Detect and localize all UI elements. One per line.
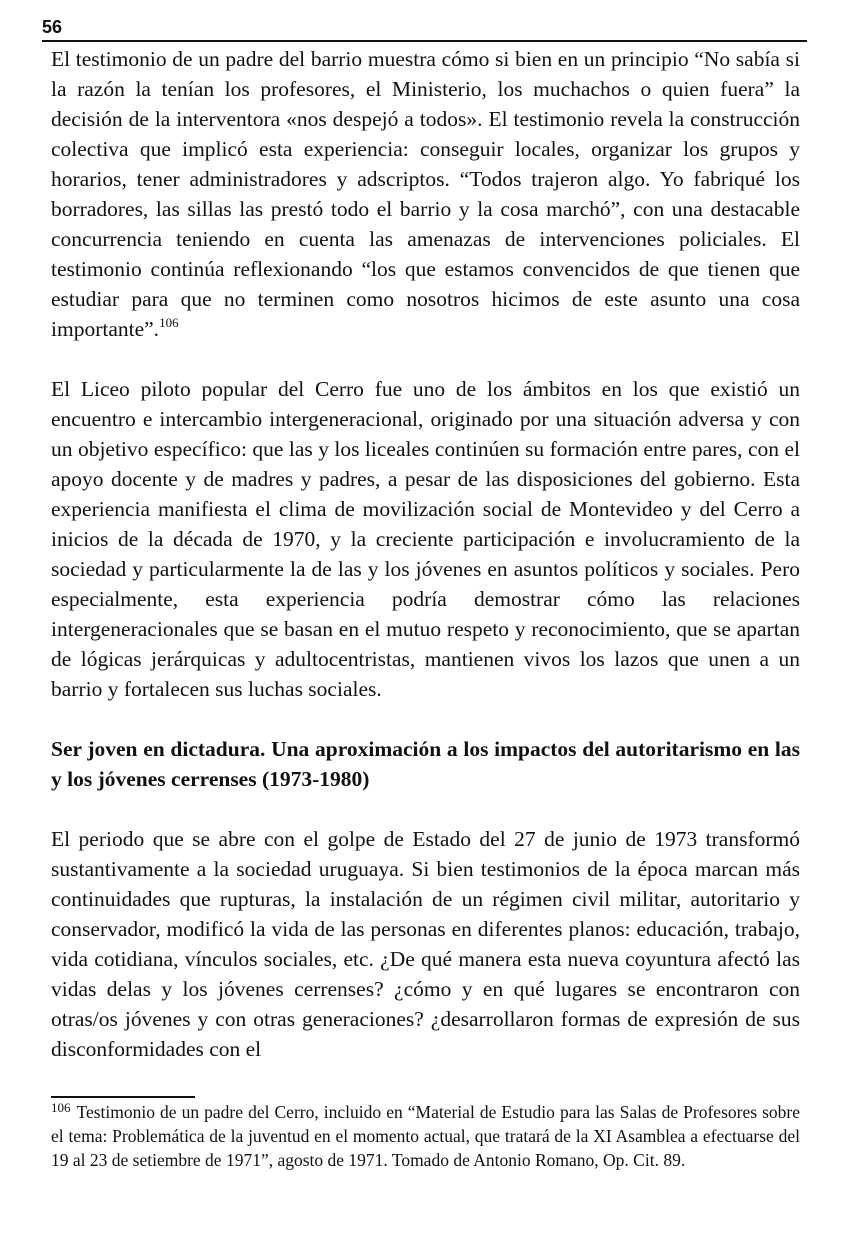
footnote <box>51 1100 800 1172</box>
footnote-text: Testimonio de un padre del Cerro, incluido en “Material de Estudio para las Salas de Profesores sobre el tema: Problemática de la juventud en el momento actual, que tratará de la XI Asamblea a efectuarse del 19 al 23 de setiembre de 1971”, agosto de 1971. Tomado de Antonio Romano, Op. Cit. 89. <box>51 1102 800 1170</box>
paragraph-gap <box>51 344 800 374</box>
page-number: 56 <box>42 17 63 37</box>
paragraph-testimony-text: El testimonio de un padre del barrio muestra cómo si bien en un principio “No sabía si la razón la tenían los profesores, el Ministerio, los muchachos o quien fuera” la decisión de la interventora «nos despejó a todos». El testimonio revela la construcción colectiva que implicó esta experiencia: conseguir locales, organizar los grupos y horarios, tener administradores y adscriptos. “Todos trajeron algo. Yo fabriqué los borradores, las sillas las prestó todo el barrio y la cosa marchó”, con una destacable concurrencia teniendo en cuenta las amenazas de intervenciones policiales. El testimonio continúa reflexionando “los que estamos convencidos de que tienen que estudiar para que no terminen como nosotros hicimos de este asunto una cosa importante”. <box>51 47 800 341</box>
paragraph-gap <box>51 794 800 824</box>
footnote-mark: 106 <box>51 1100 71 1115</box>
footnote-rule <box>51 1096 195 1098</box>
paragraph-liceo-piloto: El Liceo piloto popular del Cerro fue uno de los ámbitos en los que existió un encuentro e intercambio intergeneracional, originado por una situación adversa y con un objetivo específico: que las y los liceales continúen su formación entre pares, con el apoyo docente y de madres y padres, a pesar de las disposiciones del gobierno. Esta experiencia manifiesta el clima de movilización social de Montevideo y del Cerro a inicios de la década de 1970, y la creciente participación e involucramiento de la sociedad y particularmente la de las y los jóvenes en asuntos políticos y sociales. Pero especialmente, esta experiencia podría demostrar cómo las relaciones intergeneracionales que se basan en el mutuo respeto y reconocimiento, que se apartan de lógicas jerárquicas y adultocentristas, mantienen vivos los lazos que unen a un barrio y fortalecen sus luchas sociales. <box>51 377 800 701</box>
footnote-reference: 106 <box>159 315 179 330</box>
paragraph-testimony <box>51 44 800 344</box>
paragraph-dictadura: El periodo que se abre con el golpe de Estado del 27 de junio de 1973 transformó sustantivamente a la sociedad uruguaya. Si bien testimonios de la época marcan más continuidades que rupturas, la instalación de un régimen civil militar, autoritario y conservador, modificó la vida de las personas en diferentes planos: educación, trabajo, vida cotidiana, vínculos sociales, etc. ¿De qué manera esta nueva coyuntura afectó las vidas delas y los jóvenes cerrenses? ¿cómo y en qué lugares se encontraron con otras/os jóvenes y con otras generaciones? ¿desarrollaron formas de expresión de sus disconformidades con el <box>51 827 800 1061</box>
section-heading: Ser joven en dictadura. Una aproximación a los impactos del autoritarismo en las y los jóvenes cerrenses (1973-1980) <box>51 737 800 791</box>
header-rule <box>42 40 807 42</box>
paragraph-gap <box>51 704 800 734</box>
body-text <box>51 44 800 1064</box>
